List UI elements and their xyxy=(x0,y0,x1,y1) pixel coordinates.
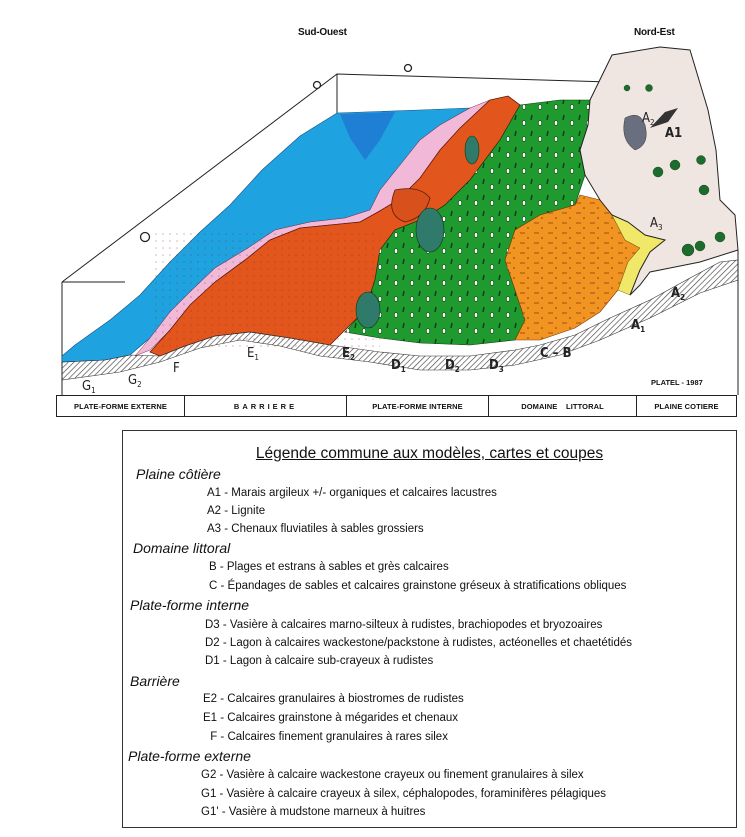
svg-text:A3: $A_3$ xyxy=(650,216,663,232)
legend-title: Légende commune aux modèles, cartes et coupes xyxy=(255,445,604,462)
svg-text:A2: $A_2$ xyxy=(642,111,655,127)
label-E1: E xyxy=(247,346,255,361)
svg-text:D1: $D_1$ xyxy=(391,358,406,374)
label-A1-front: A xyxy=(631,318,641,333)
label-D2: D xyxy=(445,358,455,373)
legend-item-E1: E1 - Calcaires grainstone à mégarides et chenaux xyxy=(203,712,459,724)
zone-cell-domaine-littoral: DOMAINE LITTORAL xyxy=(489,396,637,416)
label-E2: E xyxy=(342,346,350,361)
zone-cell-plate-forme-externe: PLATE-FORME EXTERNE xyxy=(57,396,185,416)
diagram-credit: PLATEL - 1987 xyxy=(651,378,703,387)
svg-text:A1 xyxy=(665,126,682,141)
legend-section-barriere: Barrière xyxy=(130,673,180,689)
legend-item-A1: A1 - Marais argileux +/- organiques et calcaires lacustres xyxy=(207,487,497,499)
depositional-zones-table xyxy=(56,395,737,417)
legend-section-plate-forme-interne: Plate-forme interne xyxy=(130,597,250,613)
zone-cell-plate-forme-interne: PLATE-FORME INTERNE xyxy=(347,396,489,416)
label-F: F xyxy=(173,361,180,376)
legend-item-D2: D2 - Lagon à calcaires wackestone/packstone à rudistes, actéonelles et chaetétidés xyxy=(205,637,633,649)
legend-section-plaine-cotiere: Plaine côtière xyxy=(136,466,221,482)
label-D1: D xyxy=(391,358,401,373)
svg-text:A2: $A_2$ xyxy=(671,286,686,302)
label-A1-top: A1 xyxy=(665,126,683,141)
svg-text:G1: $G_1$ xyxy=(82,379,96,395)
svg-text:F xyxy=(173,361,180,376)
legend-item-A3: A3 - Chenaux fluviatiles à sables grossiers xyxy=(207,523,424,535)
legend-item-A2: A2 - Lignite xyxy=(207,505,266,517)
label-G1: G xyxy=(82,379,92,394)
legend-item-E2: E2 - Calcaires granulaires à biostromes de rudistes xyxy=(203,693,464,705)
orientation-label-northeast: Nord-Est xyxy=(634,27,675,38)
legend-item-D3: D3 - Vasière à calcaires marno-silteux à rudistes, brachiopodes et bryozoaires xyxy=(205,619,603,631)
svg-text:G2: $G_2$ xyxy=(128,373,142,389)
label-A3: A xyxy=(650,216,658,231)
legend-item-C: C - Épandages de sables et calcaires grainstone gréseux à stratifications obliques xyxy=(209,580,627,592)
legend-item-D1: D1 - Lagon à calcaire sub-crayeux à rudistes xyxy=(205,655,434,667)
svg-text:C – B xyxy=(540,346,572,361)
facies-D-dark-patch xyxy=(416,208,444,252)
zone-cell-plaine-cotiere: PLAINE COTIERE xyxy=(654,401,719,411)
label-A2-front: A xyxy=(671,286,681,301)
legend-item-G1: G1 - Vasière à calcaire crayeux à silex, céphalopodes, foraminifères pélagiques xyxy=(201,788,607,800)
label-D3: D xyxy=(489,358,499,373)
legend-item-G2: G2 - Vasière à calcaire wackestone crayeux ou finement granulaires à silex xyxy=(201,769,584,781)
svg-text:A1: $A_1$ xyxy=(631,318,646,334)
zone-cell-barriere: BARRIERE xyxy=(185,396,347,416)
svg-text:D3: $D_3$ xyxy=(489,358,504,374)
legend-item-F: F - Calcaires finement granulaires à rares silex xyxy=(207,731,448,743)
legend-item-G1-prime: G1' - Vasière à mudstone marneux à huitres xyxy=(201,806,426,818)
legend-box xyxy=(122,430,737,828)
svg-text:E1: $E_1$ xyxy=(247,346,259,362)
legend-section-plate-forme-externe: Plate-forme externe xyxy=(128,748,251,764)
legend-item-B: B - Plages et estrans à sables et grès calcaires xyxy=(209,561,449,573)
label-G2: G xyxy=(128,373,138,388)
label-C-B: C – B xyxy=(540,346,572,361)
svg-text:E2: $E_2$ xyxy=(342,346,356,362)
legend-section-domaine-littoral: Domaine littoral xyxy=(133,540,231,556)
orientation-label-southwest: Sud-Ouest xyxy=(298,27,347,38)
svg-text:D2: $D_2$ xyxy=(445,358,460,374)
label-A2-top: A xyxy=(642,111,650,126)
